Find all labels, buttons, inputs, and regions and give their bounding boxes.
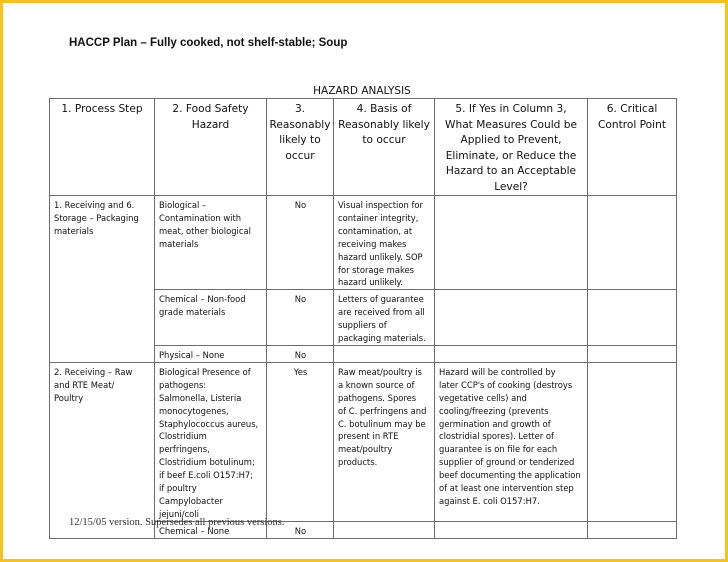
cell-ccp <box>588 196 677 290</box>
header-measures: 5. If Yes in Column 3, What Measures Could be Applied to Prevent, Eliminate, or Reduce the Hazard to an Acceptable Level? <box>435 99 588 196</box>
cell-hazard: Physical – None <box>155 345 267 362</box>
cell-hazard: Biological Presence of pathogens: Salmonella, Listeria monocytogenes, Staphylococcus aureus, Clostridium perfringens, Clostridium botulinum; if beef E.coli O157:H7; if poultry Campylobacter jejuni/coli <box>155 362 267 521</box>
header-reasonably-likely: 3. Reasonably likely to occur <box>267 99 334 196</box>
cell-hazard: Biological – Contamination with meat, other biological materials <box>155 196 267 290</box>
cell-hazard: Chemical – Non-food grade materials <box>155 290 267 346</box>
header-process-step: 1. Process Step <box>50 99 155 196</box>
cell-hazard: Chemical – None <box>155 521 267 538</box>
cell-measures <box>435 290 588 346</box>
cell-basis: Raw meat/poultry is a known source of pathogens. Spores of C. perfringens and C. botulinum may be present in RTE meat/poultry products. <box>334 362 435 521</box>
cell-likely: No <box>267 290 334 346</box>
cell-measures <box>435 345 588 362</box>
cell-ccp <box>588 362 677 521</box>
table-header-row <box>50 99 677 196</box>
cell-likely: No <box>267 345 334 362</box>
cell-likely: No <box>267 196 334 290</box>
cell-process-step: 1. Receiving and 6. Storage – Packaging materials <box>50 196 155 363</box>
cell-ccp <box>588 345 677 362</box>
header-critical-control-point: 6. Critical Control Point <box>588 99 677 196</box>
cell-ccp <box>588 290 677 346</box>
hazard-analysis-table <box>49 98 677 539</box>
document-page <box>3 3 725 559</box>
cell-basis <box>334 345 435 362</box>
header-basis: 4. Basis of Reasonably likely to occur <box>334 99 435 196</box>
table-caption-text: HAZARD ANALYSIS <box>313 85 411 97</box>
table-row <box>50 362 677 521</box>
cell-basis: Visual inspection for container integrity, contamination, at receiving makes hazard unlikely. SOP for storage makes hazard unlikely. <box>334 196 435 290</box>
document-title: HACCP Plan – Fully cooked, not shelf-stable; Soup <box>69 37 348 49</box>
cell-likely: No <box>267 521 334 538</box>
version-footer: 12/15/05 version. Supersedes all previous versions. <box>69 517 285 528</box>
cell-process-step: 2. Receiving – Raw and RTE Meat/ Poultry <box>50 362 155 538</box>
cell-measures <box>435 521 588 538</box>
table-row <box>50 196 677 290</box>
table-caption <box>3 85 725 97</box>
header-food-safety-hazard: 2. Food Safety Hazard <box>155 99 267 196</box>
cell-measures: Hazard will be controlled by later CCP's of cooking (destroys vegetative cells) and cooling/freezing (prevents germination and growth of clostridial spores). Letter of guarantee is on file for each supplier of ground or tenderized beef documenting the application of at least one intervention step against E. coli O157:H7. <box>435 362 588 521</box>
cell-measures <box>435 196 588 290</box>
cell-basis <box>334 521 435 538</box>
cell-likely: Yes <box>267 362 334 521</box>
cell-basis: Letters of guarantee are received from all suppliers of packaging materials. <box>334 290 435 346</box>
cell-ccp <box>588 521 677 538</box>
